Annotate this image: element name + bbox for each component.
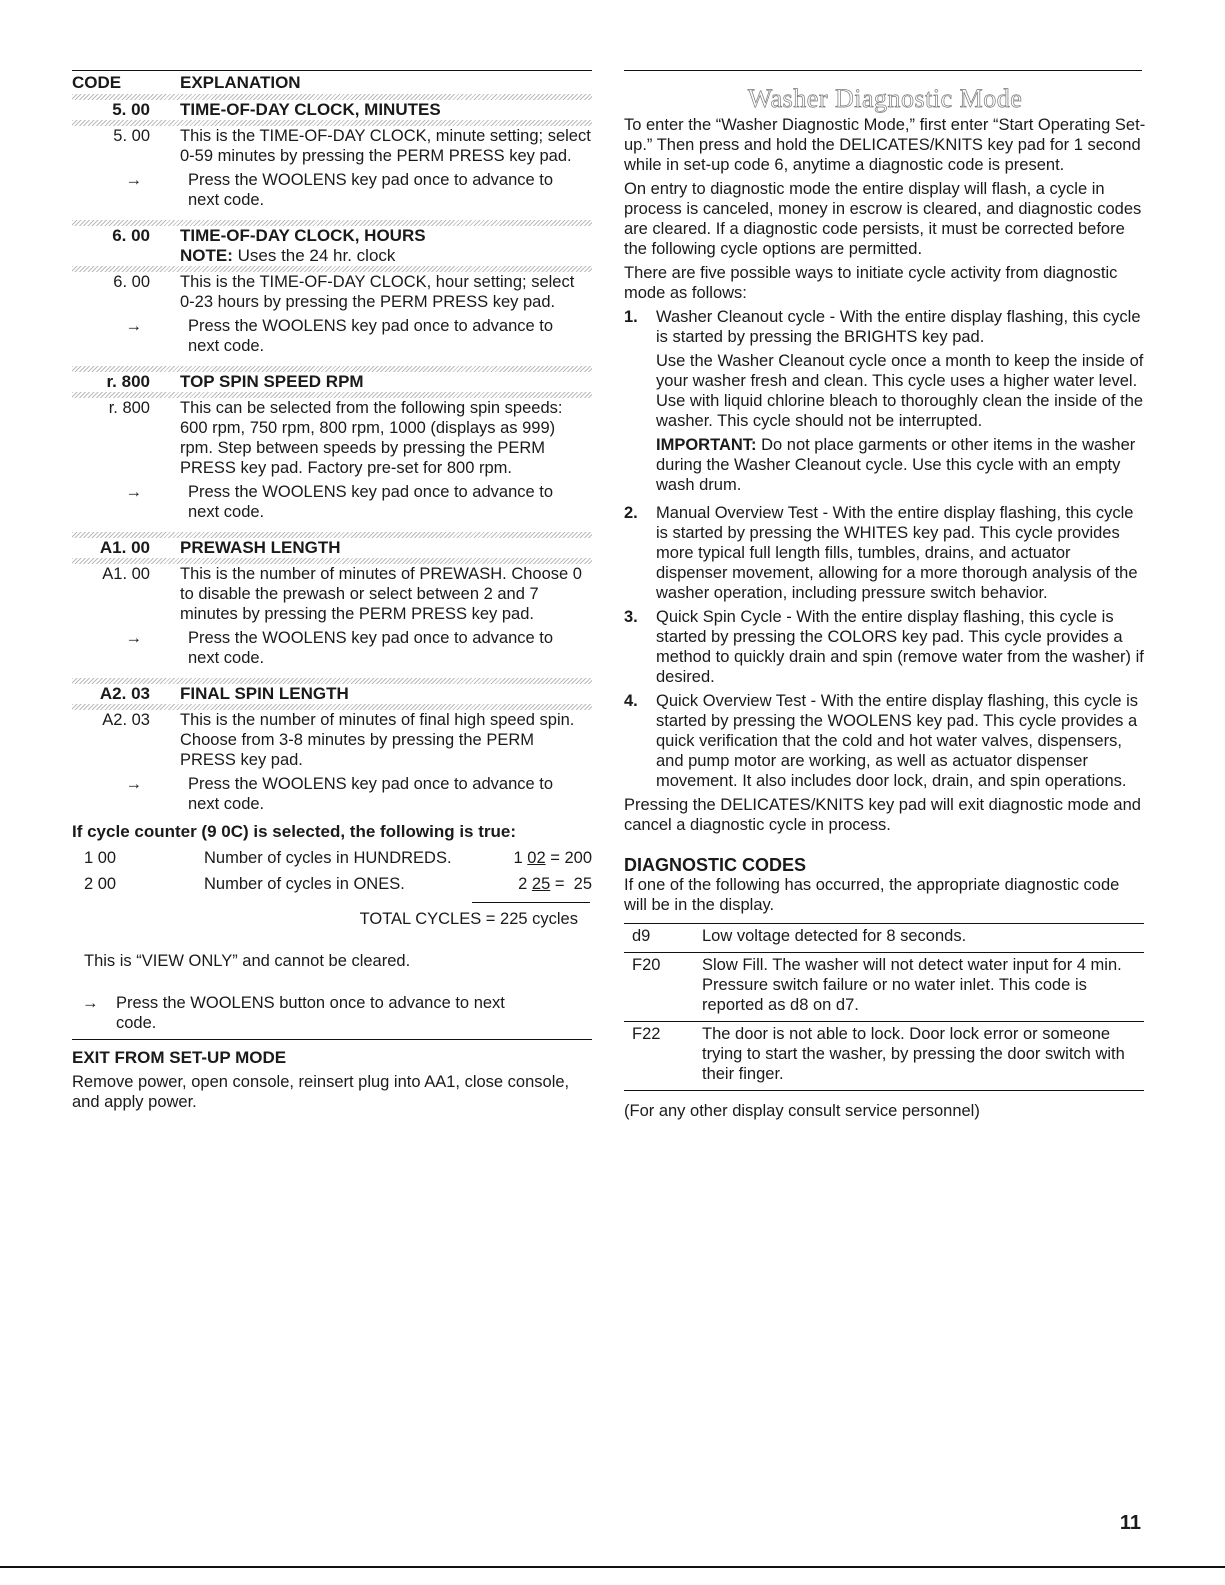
advance-row: [72, 774, 592, 814]
view-only-note: This is “VIEW ONLY” and cannot be cleared.: [84, 952, 411, 970]
arrow-icon: →: [125, 629, 142, 647]
list-item-text: Manual Overview Test - With the entire display flashing, this cycle is started by pressing the WHITES key pad. This cycle provides more typical full length fills, tumbles, drains, and actuator dispenser movement, allowing for a more thorough analysis of the washer operation, including pressure switch behavior.: [656, 504, 1138, 602]
code-heading-row: [72, 684, 592, 704]
advance-text: Press the WOOLENS key pad once to advance to next code.: [188, 629, 554, 667]
spacer: [72, 356, 592, 366]
cleanout-note: Use the Washer Cleanout cycle once a month to keep the inside of your washer fresh and clean. This cycle uses a higher water level. Use with liquid chlorine bleach to thoroughly clean the inside of the washer. This cycle should not be interrupted.: [656, 352, 1144, 430]
diagnostic-code-row: [624, 923, 1144, 952]
intro-paragraph: To enter the “Washer Diagnostic Mode,” first enter “Start Operating Set-up.” Then press and hold the DELICATES/KNITS key pad for 1 second while in set-up code 6, anytime a diagnostic code is present.: [624, 116, 1146, 174]
important-label: IMPORTANT:: [656, 436, 757, 454]
codes-table-body: [72, 94, 592, 814]
arrow-icon: →: [125, 171, 142, 189]
note-text: Uses the 24 hr. clock: [232, 246, 396, 265]
diagnostic-code: F22: [632, 1025, 661, 1043]
advance-row: [72, 170, 592, 210]
diagnostic-code-row: [624, 1021, 1144, 1091]
code-value: r. 800: [106, 372, 150, 391]
code-title: TOP SPIN SPEED RPM: [180, 372, 364, 391]
list-item: [624, 607, 1146, 687]
list-item-text: Quick Overview Test - With the entire display flashing, this cycle is started by pressing the WOOLENS key pad. This cycle provides a quick verification that the cold and hot water valves, dispensers, and pump motor are working, as well as actuator dispenser movement. It also includes door lock, drain, and spin operations.: [656, 692, 1139, 790]
list-item: [624, 503, 1146, 603]
options-paragraph: There are five possible ways to initiate cycle activity from diagnostic mode as follows:: [624, 264, 1118, 302]
diagnostic-column: [624, 70, 1146, 1121]
code-heading-row: [72, 372, 592, 392]
code-explanation: This is the TIME-OF-DAY CLOCK, hour setting; select 0-23 hours by pressing the PERM PRESS key pad.: [180, 273, 575, 311]
code-value: 6. 00: [112, 226, 150, 245]
advance-row: [72, 482, 592, 522]
list-item-number: 2.: [624, 504, 638, 522]
diagnostic-codes-heading: DIAGNOSTIC CODES: [624, 855, 807, 875]
counter-description: Number of cycles in HUNDREDS.: [204, 849, 452, 867]
code-title: TIME-OF-DAY CLOCK, HOURS: [180, 226, 426, 245]
code-value: A1. 00: [102, 565, 150, 583]
important-text: Do not place garments or other items in the washer during the Washer Cleanout cycle. Use this cycle with an empty wash drum.: [656, 436, 1136, 494]
total-rule: [472, 902, 590, 903]
diagnostic-description: Slow Fill. The washer will not detect water input for 4 min. Pressure switch failure or no water inlet. This code is reported as d8 on d7.: [702, 956, 1122, 1014]
code-title: TIME-OF-DAY CLOCK, MINUTES: [180, 100, 441, 119]
exit-setup-heading: EXIT FROM SET-UP MODE: [72, 1048, 287, 1067]
list-item-number: 4.: [624, 692, 638, 710]
list-item-text: Quick Spin Cycle - With the entire display flashing, this cycle is started by pressing the COLORS key pad. This cycle provides a method to quickly drain and spin (remove water from the washer) if desired.: [656, 608, 1144, 686]
list-item: [624, 691, 1146, 791]
code-body-row: [72, 272, 592, 312]
total-cycles: TOTAL CYCLES = 225 cycles: [359, 910, 578, 928]
advance-row: [72, 628, 592, 668]
counter-calculation: [482, 874, 592, 894]
diagnostic-code-row: [624, 952, 1144, 1021]
list-item-number: 1.: [624, 308, 638, 326]
diagnostic-code: d9: [632, 927, 651, 945]
advance-row: [72, 316, 592, 356]
code-value: A1. 00: [99, 538, 150, 557]
counter-code: 2 00: [84, 875, 117, 893]
bottom-rule: [0, 1566, 1225, 1568]
code-title: FINAL SPIN LENGTH: [180, 684, 349, 703]
counter-calculation: [482, 848, 592, 868]
code-body-row: [72, 126, 592, 166]
page-number: 11: [1119, 1512, 1141, 1534]
exit-diagnostic-paragraph: Pressing the DELICATES/KNITS key pad will exit diagnostic mode and cancel a diagnostic cycle in process.: [624, 796, 1141, 834]
code-column-header: CODE: [72, 73, 122, 92]
exit-setup-text: Remove power, open console, reinsert plug into AA1, close console, and apply power.: [72, 1073, 570, 1111]
arrow-icon: →: [125, 775, 142, 793]
diagnostic-codes-intro: If one of the following has occurred, the appropriate diagnostic code will be in the display.: [624, 876, 1120, 914]
calc-result: = 25: [550, 875, 592, 893]
code-value: A2. 03: [99, 684, 150, 703]
diagnostic-code: F20: [632, 956, 661, 974]
code-heading-row: [72, 226, 592, 266]
arrow-icon: →: [125, 483, 142, 501]
calc-digits: 25: [531, 875, 551, 893]
code-value: r. 800: [108, 399, 150, 417]
code-explanation: This is the number of minutes of PREWASH. Choose 0 to disable the prewash or select between 2 and 7 minutes by pressing the PERM PRESS key pad.: [180, 565, 582, 623]
code-section: [72, 356, 592, 522]
code-section: [72, 210, 592, 356]
cycle-counter-table: [72, 848, 592, 894]
list-item-text: Washer Cleanout cycle - With the entire display flashing, this cycle is started by pressing the BRIGHTS key pad.: [656, 308, 1141, 346]
calc-prefix: 2: [518, 875, 532, 893]
code-heading-row: [72, 100, 592, 120]
entry-paragraph: On entry to diagnostic mode the entire display will flash, a cycle in process is canceled, money in escrow is cleared, and diagnostic codes are cleared. If a diagnostic code persists, it must be corrected before the following cycle options are permitted.: [624, 180, 1142, 258]
code-body-row: [72, 398, 592, 478]
arrow-icon: →: [125, 317, 142, 335]
calc-prefix: 1: [513, 849, 528, 867]
advance-text: Press the WOOLENS key pad once to advance to next code.: [188, 775, 554, 813]
counter-description: Number of cycles in ONES.: [204, 875, 405, 893]
advance-text: Press the WOOLENS key pad once to advance to next code.: [188, 483, 554, 521]
footnote: (For any other display consult service personnel): [624, 1102, 980, 1120]
important-note: [624, 435, 1146, 495]
code-title: PREWASH LENGTH: [180, 538, 341, 557]
spacer: [72, 522, 592, 532]
arrow-icon: →: [82, 994, 99, 1012]
code-explanation: This is the number of minutes of final high speed spin. Choose from 3-8 minutes by pressing the PERM PRESS key pad.: [180, 711, 575, 769]
code-value: 6. 00: [113, 273, 150, 291]
explanation-column-header: EXPLANATION: [180, 73, 301, 92]
diagnostic-codes-table: [624, 923, 1144, 1091]
calc-result: = 200: [545, 849, 592, 867]
counter-row: [72, 874, 592, 894]
advance-text: Press the WOOLENS key pad once to advance to next code.: [188, 317, 554, 355]
advance-instruction: [72, 993, 592, 1033]
diagnostic-description: The door is not able to lock. Door lock error or someone trying to start the washer, by pressing the door switch with their finger.: [702, 1025, 1125, 1083]
divider: [72, 1039, 592, 1040]
diagnostic-description: Low voltage detected for 8 seconds.: [702, 927, 967, 945]
code-heading-row: [72, 538, 592, 558]
counter-row: [72, 848, 592, 868]
code-value: 5. 00: [113, 127, 150, 145]
list-item: [624, 307, 1146, 347]
code-body-row: [72, 710, 592, 770]
code-value: A2. 03: [102, 711, 150, 729]
note-label: NOTE:: [180, 246, 233, 265]
code-explanation: This is the TIME-OF-DAY CLOCK, minute setting; select 0-59 minutes by pressing the PERM PRESS key pad.: [180, 127, 591, 165]
code-explanation: This can be selected from the following spin speeds: 600 rpm, 750 rpm, 800 rpm, 1000 (displays as 999) rpm. Step between speeds by pressing the PERM PRESS key pad. Factory pre-set for 800 rpm.: [180, 399, 563, 477]
code-section: [72, 668, 592, 814]
list-item-number: 3.: [624, 608, 638, 626]
advance-instruction-text: Press the WOOLENS button once to advance to next code.: [116, 994, 505, 1032]
spacer: [72, 668, 592, 678]
top-rule: [624, 70, 1142, 71]
spacer: [72, 210, 592, 220]
calc-digits: 02: [527, 849, 546, 867]
codes-table-header: [72, 70, 592, 94]
section-title: Washer Diagnostic Mode: [747, 84, 1023, 113]
code-body-row: [72, 564, 592, 624]
code-value: 5. 00: [112, 100, 150, 119]
cycle-counter-heading: If cycle counter (9 0C) is selected, the following is true:: [72, 822, 516, 841]
advance-text: Press the WOOLENS key pad once to advance to next code.: [188, 171, 554, 209]
counter-code: 1 00: [84, 849, 117, 867]
setup-codes-column: [72, 70, 592, 1112]
code-section: [72, 522, 592, 668]
code-section: [72, 94, 592, 210]
